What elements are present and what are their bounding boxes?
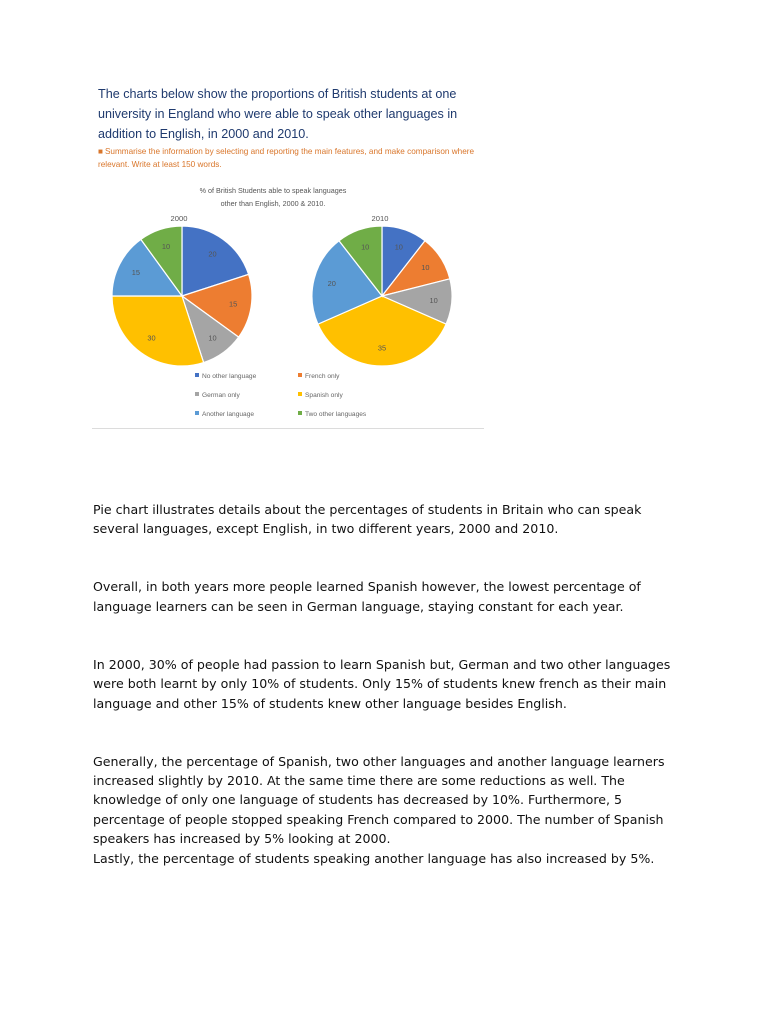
chart-title-line-1: % of British Students able to speak languages [199,186,347,195]
pie-2010-label-two-other-languages: 10 [361,242,370,252]
legend-swatch-no-other-language [195,373,199,377]
essay-paragraph-2000: In 2000, 30% of people had passion to learn Spanish but, German and two other languages were both learnt by only 10% of students. Only 15% of students knew french as their main language and other 15% of students knew other language besides English. [93,656,671,711]
pie-2010-label-german-only: 10 [429,295,438,305]
figure-divider [92,428,484,429]
pie-2010-subtitle: 2010 [371,214,389,223]
pie-2010-label-spanish-only: 35 [377,343,387,353]
task-instruction-text: Summarise the information by selecting and reporting the main features, and make comparison where relevant. Write at least 150 words. [98,147,475,169]
legend-label-no-other-language: No other language [202,373,257,380]
legend-swatch-french-only [298,373,302,377]
chart-legend [195,373,367,418]
chart-title-line-2: other than English, 2000 & 2010. [220,199,326,208]
pie-2000-label-another-language: 15 [131,267,140,277]
legend-label-spanish-only: Spanish only [305,392,343,399]
pie-chart-2000 [112,226,252,366]
task-title: The charts below show the proportions of British students at one university in England who were able to speak other languages in addition to English, in 2000 and 2010. [98,87,458,141]
pie-charts-figure [92,78,484,428]
essay-paragraph-intro: Pie chart illustrates details about the percentages of students in Britain who can speak several languages, except English, in two different years, 2000 and 2010. [93,502,642,537]
pie-2010-label-another-language: 20 [327,278,336,288]
pie-2010-label-french-only: 10 [421,263,430,273]
essay-paragraph-2010: Generally, the percentage of Spanish, two other languages and another language learners increased slightly by 2010. At the same time there are some reductions as well. The knowledge of only one language of students has decreased by 10%. Furthermore, 5 percentage of people stopped speaking French compared to 2000. The number of Spanish speakers has increased by 5% looking at 2000. [93,753,665,847]
legend-label-another-language: Another language [202,411,255,418]
legend-swatch-german-only [195,392,199,396]
essay-body [93,500,675,868]
bullet-square-icon: ■ [98,147,103,156]
legend-swatch-another-language [195,411,199,415]
pie-2010-label-no-other-language: 10 [394,242,403,252]
essay-paragraph-conclusion: Lastly, the percentage of students speaking another language has also increased by 5%. [93,850,655,866]
pie-chart-2010 [312,226,452,366]
pie-2000-subtitle: 2000 [170,214,188,223]
essay-paragraph-overview: Overall, in both years more people learned Spanish however, the lowest percentage of language learners can be seen in German language, staying constant for each year. [93,579,641,614]
pie-2000-label-spanish-only: 30 [147,333,156,343]
legend-swatch-spanish-only [298,392,302,396]
pie-2000-label-no-other-language: 20 [208,249,217,259]
pie-2000-label-french-only: 15 [229,299,238,309]
pie-2000-label-two-other-languages: 10 [161,242,171,252]
task-figure [92,78,484,428]
legend-label-french-only: French only [305,373,340,380]
legend-label-german-only: German only [202,392,240,399]
legend-swatch-two-other-languages [298,411,302,415]
pie-2000-label-german-only: 10 [208,333,217,343]
legend-label-two-other-languages: Two other languages [305,411,367,418]
